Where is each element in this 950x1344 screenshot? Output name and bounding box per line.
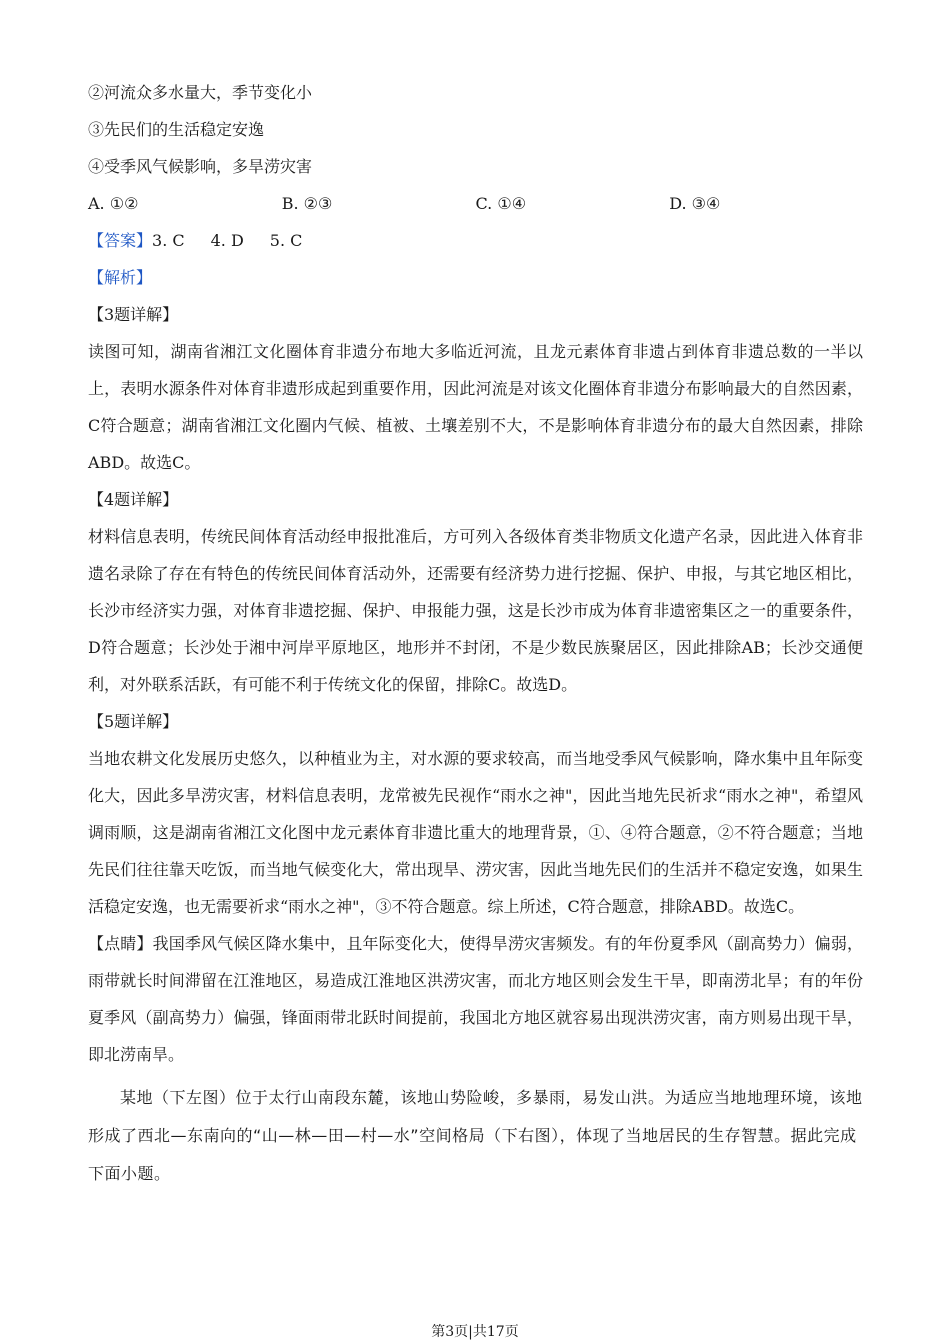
option-item-2: ②河流众多水量大，季节变化小 bbox=[88, 83, 313, 102]
q4-body: 材料信息表明，传统民间体育活动经申报批准后，方可列入各级体育类非物质文化遗产名录，因此进入体育非遗名录除了存在有特色的传统民间体育活动外，还需要有经济势力进行挖掘、保护、申报，与其它地区相比，长沙市经济实力强，对体育非遗挖掘、保护、申报能力强，这是长沙市成为体育非遗密集区之一的重要条件，D符合题意；长沙处于湘中河岸平原地区，地形并不封闭，不是少数民族聚居区，因此排除AB；长沙交通便利，对外联系活跃，有可能不利于传统文化的保留，排除C。故选D。 bbox=[88, 527, 863, 694]
document-body bbox=[88, 74, 863, 1193]
answer-5: 5. C bbox=[269, 231, 303, 250]
choice-b: B. ②③ bbox=[281, 194, 333, 213]
q3-heading: 【3题详解】 bbox=[88, 305, 179, 324]
option-item-3: ③先民们的生活稳定安逸 bbox=[88, 120, 265, 139]
choice-a: A. ①② bbox=[88, 194, 139, 213]
tip-label: 【点睛】 bbox=[88, 934, 153, 953]
answer-label: 【答案】 bbox=[88, 231, 153, 250]
answer-row bbox=[88, 222, 863, 259]
q4-heading: 【4题详解】 bbox=[88, 490, 179, 509]
choice-row bbox=[88, 185, 863, 222]
analysis-label: 【解析】 bbox=[88, 268, 153, 287]
answer-3: 3. C bbox=[152, 231, 185, 250]
option-item-4: ④受季风气候影响，多旱涝灾害 bbox=[88, 157, 313, 176]
q3-body: 读图可知，湖南省湘江文化圈体育非遗分布地大多临近河流，且龙元素体育非遗占到体育非遗总数的一半以上，表明水源条件对体育非遗形成起到重要作用，因此河流是对该文化圈体育非遗分布影响最大的自然因素，C符合题意；湖南省湘江文化圈内气候、植被、土壤差别不大，不是影响体育非遗分布的最大自然因素，排除ABD。故选C。 bbox=[88, 342, 863, 472]
answer-4: 4. D bbox=[210, 231, 244, 250]
choice-d: D. ③④ bbox=[669, 194, 721, 213]
tip-paragraph bbox=[88, 925, 863, 1073]
question-lead-paragraph: 某地（下左图）位于太行山南段东麓，该地山势险峻，多暴雨，易发山洪。为适应当地地理环境，该地形成了西北—东南向的“山—林—田—村—水”空间格局（下右图），体现了当地居民的生存智慧。据此完成下面小题。 bbox=[88, 1088, 863, 1183]
page-footer: 第3页|共17页 bbox=[431, 1324, 519, 1340]
tip-body: 我国季风气候区降水集中，且年际变化大，使得旱涝灾害频发。有的年份夏季风（副高势力）偏弱，雨带就长时间滞留在江淮地区，易造成江淮地区洪涝灾害，而北方地区则会发生干旱，即南涝北旱；有的年份夏季风（副高势力）偏强，锋面雨带北跃时间提前，我国北方地区就容易出现洪涝灾害，南方则易出现干旱，即北涝南旱。 bbox=[88, 934, 863, 1064]
q5-heading: 【5题详解】 bbox=[88, 712, 179, 731]
q5-body: 当地农耕文化发展历史悠久，以种植业为主，对水源的要求较高，而当地受季风气候影响，降水集中且年际变化大，因此多旱涝灾害，材料信息表明，龙常被先民视作“雨水之神"，因此当地先民祈求“雨水之神"，希望风调雨顺，这是湖南省湘江文化图中龙元素体育非遗比重大的地理背景，①、④符合题意，②不符合题意；当地先民们往往靠天吃饭，而当地气候变化大，常出现旱、涝灾害，因此当地先民们的生活并不稳定安逸，如果生活稳定安逸，也无需要祈求“雨水之神"，③不符合题意。综上所述，C符合题意，排除ABD。故选C。 bbox=[88, 749, 863, 916]
choice-c: C. ①④ bbox=[475, 194, 527, 213]
